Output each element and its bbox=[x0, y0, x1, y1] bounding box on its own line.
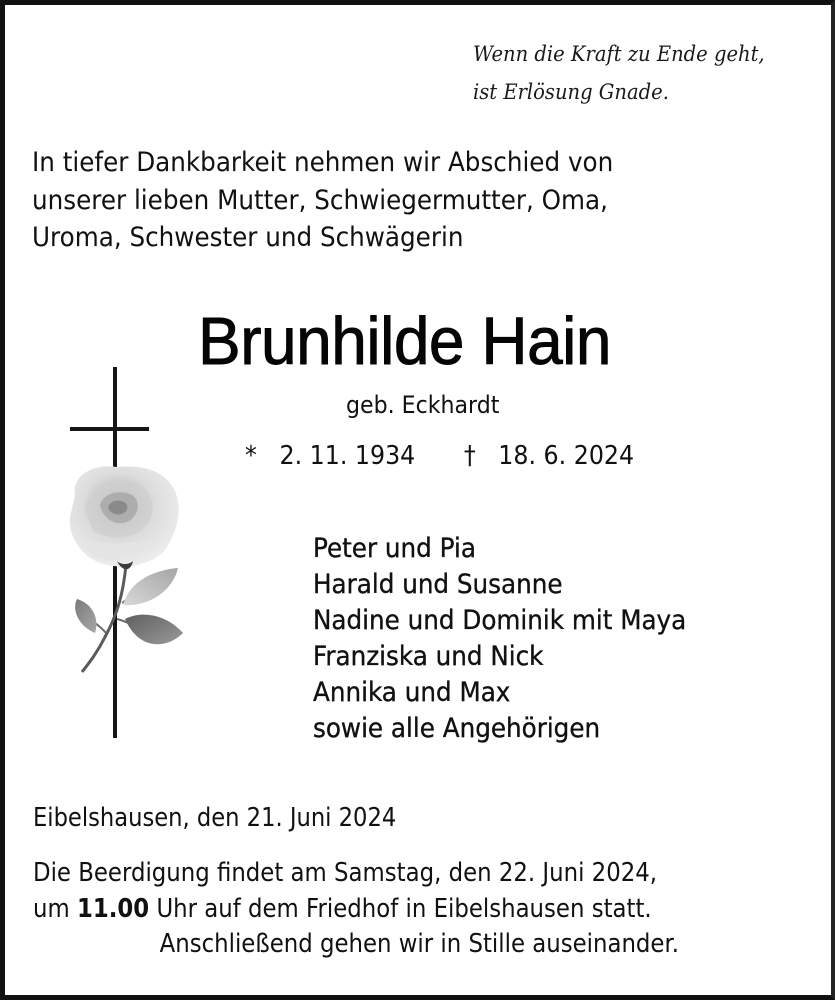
death-date: 18. 6. 2024 bbox=[498, 441, 635, 471]
cross-icon-crossbar bbox=[70, 427, 149, 431]
life-dates bbox=[245, 439, 634, 473]
intro-line-3: Uroma, Schwester und Schwägerin bbox=[32, 222, 464, 253]
death-symbol-dagger-icon: † bbox=[463, 441, 476, 471]
intro-line-2: unserer lieben Mutter, Schwiegermutter, Oma, bbox=[32, 184, 609, 216]
funeral-line-2 bbox=[33, 892, 806, 928]
funeral-info bbox=[33, 856, 806, 963]
motto-line-1: Wenn die Kraft zu Ende geht, bbox=[473, 42, 765, 66]
mourner-item: Peter und Pia bbox=[313, 533, 476, 564]
funeral-line-1: Die Beerdigung findet am Samstag, den 22. Juni 2024, bbox=[33, 858, 658, 888]
maiden-name: geb. Eckhardt bbox=[346, 391, 500, 419]
motto-quote bbox=[473, 35, 765, 111]
mourner-item: Nadine und Dominik mit Maya bbox=[313, 605, 687, 636]
intro-text bbox=[32, 144, 613, 257]
mourner-item: Harald und Susanne bbox=[313, 569, 563, 600]
rose-icon bbox=[60, 455, 200, 685]
deceased-name: Brunhilde Hain bbox=[198, 304, 612, 379]
birth-date: 2. 11. 1934 bbox=[279, 441, 416, 471]
mourners-list bbox=[313, 531, 686, 747]
intro-line-1: In tiefer Dankbarkeit nehmen wir Abschied von bbox=[32, 147, 614, 178]
funeral-line-2-suffix: Uhr auf dem Friedhof in Eibelshausen statt. bbox=[156, 893, 652, 924]
mourner-item: sowie alle Angehörigen bbox=[313, 713, 601, 744]
funeral-line-2-prefix: um bbox=[33, 893, 70, 924]
funeral-line-3: Anschließend gehen wir in Stille auseinander. bbox=[159, 929, 680, 959]
motto-line-2: ist Erlösung Gnade. bbox=[473, 80, 669, 104]
funeral-time: 11.00 bbox=[76, 893, 150, 924]
mourner-item: Franziska und Nick bbox=[313, 641, 544, 672]
mourner-item: Annika und Max bbox=[313, 677, 511, 708]
birth-symbol: * bbox=[245, 441, 257, 471]
place-date: Eibelshausen, den 21. Juni 2024 bbox=[33, 803, 397, 833]
